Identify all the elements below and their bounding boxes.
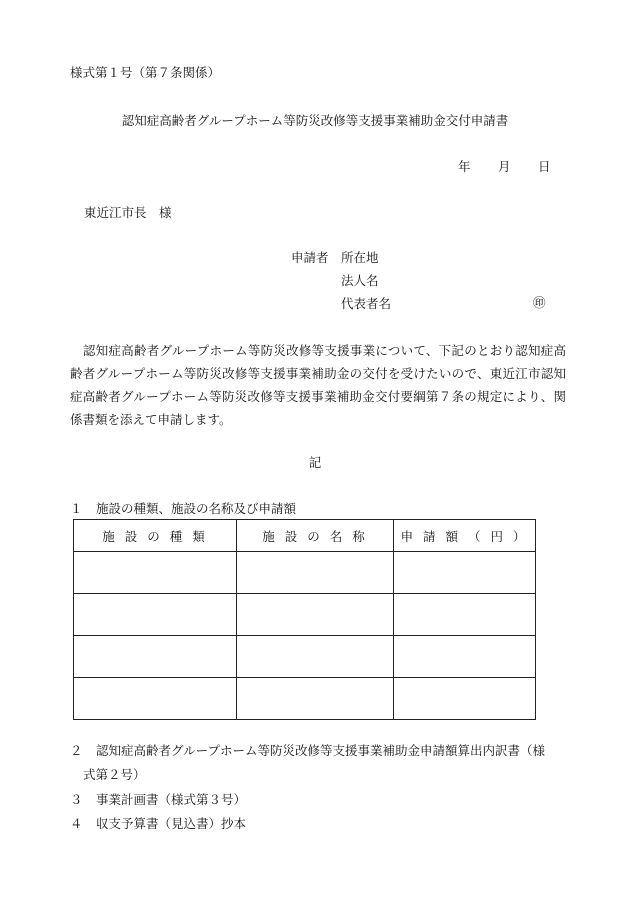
header-facility-name: 施 設 の 名 称 bbox=[237, 520, 394, 552]
list-item-3 bbox=[70, 788, 575, 812]
facility-table bbox=[73, 519, 536, 720]
facility-type-cell[interactable] bbox=[74, 552, 237, 594]
list-item-text-continuation: 式第２号） bbox=[83, 767, 146, 782]
list-item-number: ２ bbox=[70, 743, 83, 758]
ki-heading: 記 bbox=[308, 455, 322, 470]
table-header-row bbox=[74, 520, 536, 552]
representative-name-field-label: 代表者名 bbox=[341, 296, 392, 311]
addressee: 東近江市長 様 bbox=[84, 205, 172, 220]
facility-type-cell[interactable] bbox=[74, 636, 237, 678]
form-number: 様式第１号（第７条関係） bbox=[70, 65, 221, 80]
list-item-4 bbox=[70, 812, 575, 836]
list-item-2 bbox=[70, 739, 575, 787]
application-amount-cell[interactable] bbox=[394, 552, 536, 594]
list-item-1 bbox=[70, 501, 296, 517]
list-item-text: 収支予算書（見込書）抄本 bbox=[96, 816, 247, 831]
corporation-name-field-label: 法人名 bbox=[341, 273, 379, 288]
document-title: 認知症高齢者グループホーム等防災改修等支援事業補助金交付申請書 bbox=[121, 113, 509, 128]
list-item-number: ３ bbox=[70, 792, 83, 807]
applicant-label: 申請者 bbox=[291, 250, 329, 265]
facility-type-cell[interactable] bbox=[74, 678, 237, 720]
list-item-number: １ bbox=[70, 501, 83, 516]
facility-name-cell[interactable] bbox=[237, 636, 394, 678]
list-item-text: 認知症高齢者グループホーム等防災改修等支援事業補助金申請額算出内訳書（様 bbox=[96, 743, 546, 758]
date-year-label: 年 bbox=[458, 159, 471, 174]
date-day-label: 日 bbox=[538, 159, 551, 174]
facility-name-cell[interactable] bbox=[237, 552, 394, 594]
table-row bbox=[74, 594, 536, 636]
application-amount-cell[interactable] bbox=[394, 678, 536, 720]
seal-mark: ㊞ bbox=[533, 295, 546, 310]
facility-name-cell[interactable] bbox=[237, 678, 394, 720]
application-amount-cell[interactable] bbox=[394, 636, 536, 678]
table-row bbox=[74, 552, 536, 594]
list-item-text: 事業計画書（様式第３号） bbox=[96, 792, 247, 807]
list-item-number: ４ bbox=[70, 816, 83, 831]
address-field-label: 所在地 bbox=[341, 250, 379, 265]
table-row bbox=[74, 678, 536, 720]
table-row bbox=[74, 636, 536, 678]
application-amount-cell[interactable] bbox=[394, 594, 536, 636]
facility-name-cell[interactable] bbox=[237, 594, 394, 636]
date-month-label: 月 bbox=[498, 159, 511, 174]
header-application-amount: 申 請 額 （ 円 ） bbox=[394, 520, 536, 552]
facility-type-cell[interactable] bbox=[74, 594, 237, 636]
list-item-text: 施設の種類、施設の名称及び申請額 bbox=[96, 501, 297, 516]
body-paragraph: 認知症高齢者グループホーム等防災改修等支援事業について、下記のとおり認知症高齢者グループホーム等防災改修等支援事業補助金の交付を受けたいので、東近江市認知症高齢者グループホーム等防災改修等支援事業補助金交付要綱第７条の規定により、関係書類を添えて申請します。 bbox=[70, 343, 566, 427]
header-facility-type: 施 設 の 種 類 bbox=[74, 520, 237, 552]
